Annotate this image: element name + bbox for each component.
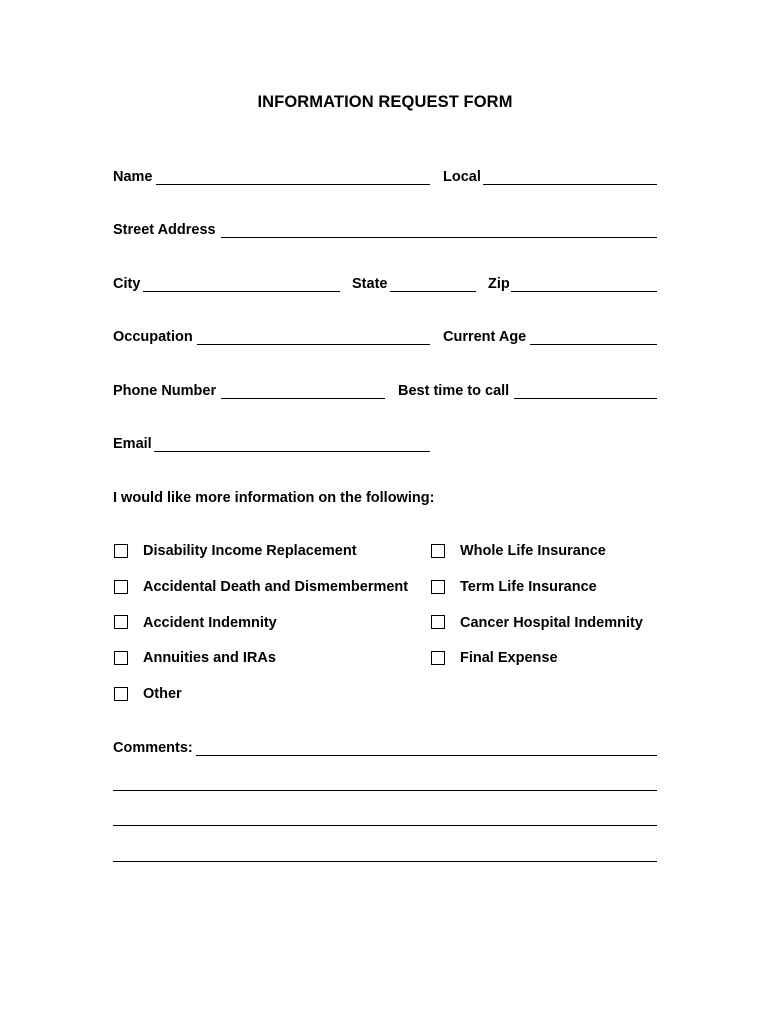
interest-prompt: I would like more information on the following: [113,490,435,506]
disability-income-label: Disability Income Replacement [143,543,357,559]
whole-life-label: Whole Life Insurance [460,543,606,559]
cancer-hospital-label: Cancer Hospital Indemnity [460,615,643,631]
whole-life-checkbox[interactable] [431,544,445,558]
state-label: State [352,276,388,292]
comments-field-line-2[interactable] [113,790,657,791]
accident-indemnity-checkbox[interactable] [114,615,128,629]
final-expense-label: Final Expense [460,650,558,666]
zip-label: Zip [488,276,510,292]
annuities-iras-label: Annuities and IRAs [143,650,276,666]
street-address-field[interactable] [221,237,657,238]
zip-field[interactable] [511,291,657,292]
term-life-label: Term Life Insurance [460,579,597,595]
current-age-field[interactable] [530,344,657,345]
term-life-checkbox[interactable] [431,580,445,594]
form-title: INFORMATION REQUEST FORM [257,93,513,111]
annuities-iras-checkbox[interactable] [114,651,128,665]
local-field[interactable] [483,184,657,185]
comments-field-line-3[interactable] [113,825,657,826]
cancer-hospital-checkbox[interactable] [431,615,445,629]
comments-label: Comments: [113,740,193,756]
name-label: Name [113,169,153,185]
name-field[interactable] [156,184,430,185]
email-field[interactable] [154,451,430,452]
city-field[interactable] [143,291,340,292]
city-label: City [113,276,141,292]
other-checkbox[interactable] [114,687,128,701]
state-field[interactable] [390,291,476,292]
email-label: Email [113,436,152,452]
disability-income-checkbox[interactable] [114,544,128,558]
occupation-field[interactable] [197,344,430,345]
current-age-label: Current Age [443,329,527,345]
accidental-death-checkbox[interactable] [114,580,128,594]
accident-indemnity-label: Accident Indemnity [143,615,277,631]
comments-field-line-4[interactable] [113,861,657,862]
occupation-label: Occupation [113,329,193,345]
street-address-label: Street Address [113,222,216,238]
comments-field-line-1[interactable] [196,755,657,756]
phone-number-field[interactable] [221,398,385,399]
accidental-death-label: Accidental Death and Dismemberment [143,579,409,595]
phone-number-label: Phone Number [113,383,217,399]
best-time-label: Best time to call [398,383,510,399]
final-expense-checkbox[interactable] [431,651,445,665]
local-label: Local [443,169,481,185]
other-label: Other [143,686,182,702]
best-time-field[interactable] [514,398,657,399]
